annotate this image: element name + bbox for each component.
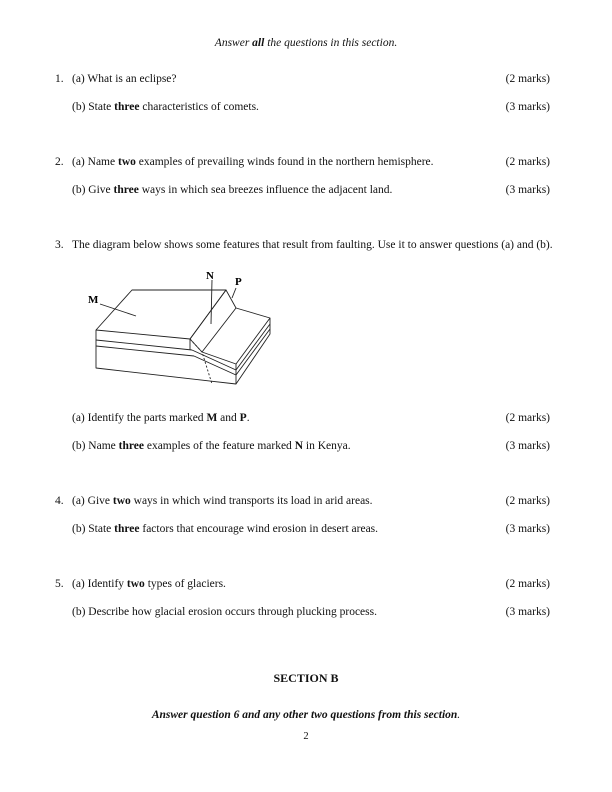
diagram-label-p: P	[235, 276, 242, 288]
downthrown-block-top	[202, 308, 270, 364]
question-4b-marks: (3 marks)	[505, 523, 550, 535]
question-4a-text: (a) Give two ways in which wind transports its load in arid areas.	[72, 495, 373, 507]
question-3-stem: The diagram below shows some features that result from faulting. Use it to answer questions (a) and (b).	[72, 239, 553, 251]
question-1-number: 1.	[55, 73, 64, 85]
block-side-face	[236, 318, 270, 384]
diagram-label-m: M	[88, 294, 99, 306]
question-1a-marks: (2 marks)	[505, 73, 550, 85]
question-2b-text: (b) Give three ways in which sea breezes influence the adjacent land.	[72, 184, 393, 196]
question-1b-marks: (3 marks)	[505, 101, 550, 113]
question-4a-marks: (2 marks)	[505, 495, 550, 507]
page-number: 2	[303, 731, 309, 742]
fault-diagram	[80, 266, 280, 388]
question-5b-text: (b) Describe how glacial erosion occurs through plucking process.	[72, 606, 377, 618]
question-2a-marks: (2 marks)	[505, 156, 550, 168]
section-b-instruction: Answer question 6 and any other two questions from this section.	[151, 709, 461, 721]
question-5-number: 5.	[55, 578, 64, 590]
question-4-number: 4.	[55, 495, 64, 507]
question-3b-text: (b) Name three examples of the feature marked N in Kenya.	[72, 440, 351, 452]
upthrown-block-top	[96, 290, 226, 339]
question-3a-text: (a) Identify the parts marked M and P.	[72, 412, 250, 424]
question-1b-text: (b) State three characteristics of comets.	[72, 101, 259, 113]
section-b-title: SECTION B	[273, 671, 339, 685]
question-4b-text: (b) State three factors that encourage wind erosion in desert areas.	[72, 523, 379, 535]
section-instruction: Answer all the questions in this section.	[214, 37, 398, 49]
question-1a-text: (a) What is an eclipse?	[72, 73, 177, 85]
question-5b-marks: (3 marks)	[505, 606, 550, 618]
question-5a-marks: (2 marks)	[505, 578, 550, 590]
question-3-number: 3.	[55, 239, 64, 251]
question-3a-marks: (2 marks)	[505, 412, 550, 424]
label-p-leader	[232, 288, 236, 298]
diagram-label-n: N	[206, 270, 214, 282]
question-5a-text: (a) Identify two types of glaciers.	[72, 578, 226, 590]
fault-line	[190, 339, 212, 384]
question-2-number: 2.	[55, 156, 64, 168]
fault-scarp	[190, 290, 236, 352]
question-2a-text: (a) Name two examples of prevailing winds found in the northern hemisphere.	[72, 156, 434, 168]
question-3b-marks: (3 marks)	[505, 440, 550, 452]
question-2b-marks: (3 marks)	[505, 184, 550, 196]
label-n-leader	[211, 280, 212, 324]
